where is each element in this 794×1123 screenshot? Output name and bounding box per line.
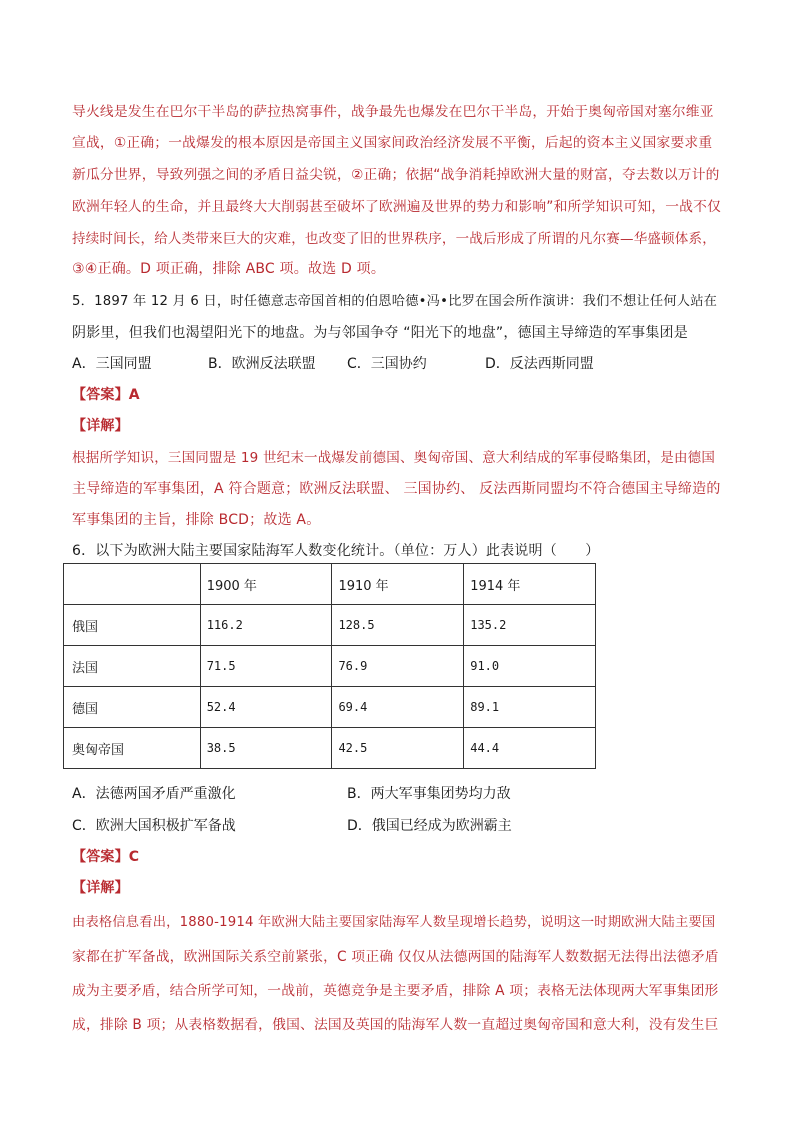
q5-stem-line-1: 5．1897 年 12 月 6 日，时任德意志帝国首相的伯恩哈德•冯•比罗在国会所作演讲：我们不想让任何人站在 bbox=[72, 294, 718, 309]
table-header-cell: 1914 年 bbox=[464, 564, 596, 605]
q6-option-c: C．欧洲大国积极扩军备战 bbox=[72, 818, 236, 834]
q5-detail-line-3: 军事集团的主旨，排除 BCD；故选 A。 bbox=[72, 512, 321, 528]
table-cell: 44.4 bbox=[464, 728, 596, 769]
prev-answer-line-2-b: ①正确；一战爆发的根本原因是帝国主义国家间政治经济发展不平衡，后起的资本主义国家要求重 bbox=[113, 135, 713, 151]
table-cell: 38.5 bbox=[200, 728, 332, 769]
q5-answer-label: 【答案】A bbox=[72, 387, 140, 403]
table-header-cell: 1900 年 bbox=[200, 564, 332, 605]
prev-answer-line-3 bbox=[72, 163, 722, 183]
q5-option-c: C．三国协约 bbox=[347, 356, 427, 372]
table-header-row bbox=[64, 564, 596, 605]
table-row bbox=[64, 728, 596, 769]
table-cell-country: 德国 bbox=[64, 687, 201, 728]
prev-answer-line-2 bbox=[72, 131, 722, 151]
prev-answer-line-1: 导火线是发生在巴尔干半岛的萨拉热窝事件，战争最先也爆发在巴尔干半岛，开始于奥匈帝国对塞尔维亚 bbox=[72, 104, 714, 120]
table-cell: 52.4 bbox=[200, 687, 332, 728]
q6-option-d: D．俄国已经成为欧洲霸主 bbox=[347, 818, 512, 834]
table-cell: 116.2 bbox=[200, 605, 332, 646]
table-header-cell bbox=[64, 564, 201, 605]
table-cell: 89.1 bbox=[464, 687, 596, 728]
q5-stem-line-2: 阴影里，但我们也渴望阳光下的地盘。为与邻国争夺 “阳光下的地盘”，德国主导缔造的军事集团是 bbox=[72, 325, 688, 341]
prev-answer-line-3-b: ②正确；依据“战争消耗掉欧洲大量的财富，夺去数以万计的 bbox=[351, 167, 720, 183]
table-cell-country: 俄国 bbox=[64, 605, 201, 646]
q5-option-a: A．三国同盟 bbox=[72, 356, 152, 372]
q6-detail-label: 【详解】 bbox=[72, 880, 129, 896]
table-cell-country: 法国 bbox=[64, 646, 201, 687]
table-row bbox=[64, 605, 596, 646]
prev-answer-line-6-b: 正确。D 项正确，排除 ABC 项。故选 D 项。 bbox=[97, 261, 386, 277]
q5-detail-line-1: 根据所学知识，三国同盟是 19 世纪末一战爆发前德国、奥匈帝国、意大利结成的军事侵略集团，是由德国 bbox=[72, 450, 716, 466]
prev-answer-line-4: 欧洲年轻人的生命，并且最终大大削弱甚至破坏了欧洲遍及世界的势力和影响”和所学知识可知，一战不仅 bbox=[72, 199, 722, 215]
table-cell-country: 奥匈帝国 bbox=[64, 728, 201, 769]
q5-option-d: D．反法西斯同盟 bbox=[485, 356, 594, 372]
q6-option-b: B．两大军事集团势均力敌 bbox=[347, 786, 511, 802]
q6-data-table bbox=[63, 563, 596, 769]
table-cell: 91.0 bbox=[464, 646, 596, 687]
q6-detail-line-2: 家都在扩军备战，欧洲国际关系空前紧张，C 项正确 仅仅从法德两国的陆海军人数数据无法得出法德矛盾 bbox=[72, 949, 719, 965]
q6-detail-line-3: 成为主要矛盾，结合所学可知，一战前，英德竞争是主要矛盾，排除 A 项；表格无法体现两大军事集团形 bbox=[72, 983, 719, 999]
q6-option-a: A．法德两国矛盾严重激化 bbox=[72, 786, 236, 802]
table-row bbox=[64, 687, 596, 728]
prev-answer-line-6-a: ③④ bbox=[72, 261, 98, 277]
prev-answer-line-3-a: 新瓜分世界，导致列强之间的矛盾日益尖锐， bbox=[72, 167, 352, 183]
table-cell: 128.5 bbox=[332, 605, 464, 646]
q6-detail-line-1: 由表格信息看出，1880-1914 年欧洲大陆主要国家陆海军人数呈现增长趋势，说明这一时期欧洲大陆主要国 bbox=[72, 915, 716, 930]
prev-answer-line-5: 持续时间长，给人类带来巨大的灾难，也改变了旧的世界秩序，一战后形成了所谓的凡尔赛—华盛顿体系， bbox=[72, 231, 716, 247]
prev-answer-line-2-a: 宣战， bbox=[72, 135, 114, 151]
q6-stem: 6．以下为欧洲大陆主要国家陆海军人数变化统计。（单位：万人）此表说明（ ） bbox=[72, 543, 600, 559]
table-cell: 71.5 bbox=[200, 646, 332, 687]
q6-answer-label: 【答案】C bbox=[72, 849, 140, 865]
table-header-cell: 1910 年 bbox=[332, 564, 464, 605]
q5-option-b: B．欧洲反法联盟 bbox=[208, 356, 316, 372]
q6-detail-line-4: 成，排除 B 项；从表格数据看，俄国、法国及英国的陆海军人数一直超过奥匈帝国和意大利，没有发生巨 bbox=[72, 1017, 719, 1033]
q5-detail-line-2: 主导缔造的军事集团，A 符合题意；欧洲反法联盟、 三国协约、 反法西斯同盟均不符合德国主导缔造的 bbox=[72, 481, 721, 497]
table-row bbox=[64, 646, 596, 687]
table-cell: 69.4 bbox=[332, 687, 464, 728]
table-cell: 135.2 bbox=[464, 605, 596, 646]
table-cell: 76.9 bbox=[332, 646, 464, 687]
q5-detail-label: 【详解】 bbox=[72, 418, 129, 434]
prev-answer-line-6 bbox=[72, 258, 722, 278]
table-cell: 42.5 bbox=[332, 728, 464, 769]
